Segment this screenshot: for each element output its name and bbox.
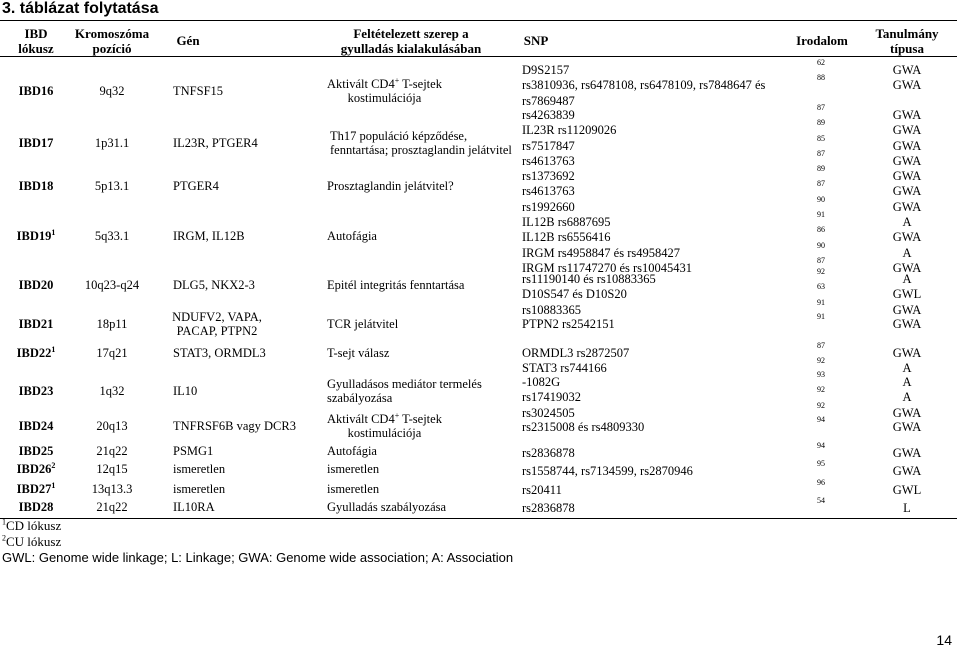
- reference-number: 94: [817, 441, 825, 450]
- row-role: Autofágia: [327, 229, 377, 243]
- study-type: GWA: [892, 302, 922, 317]
- study-type: A: [902, 390, 912, 405]
- snp-item: rs3810936, rs6478108, rs6478109, rs7848647 és: [522, 78, 766, 93]
- row-position: 13q13.3: [91, 482, 133, 496]
- snp-item: rs2836878: [522, 446, 575, 460]
- header-locus: IBD lókusz: [18, 26, 54, 56]
- snp-item: IRGM rs11747270 és rs10045431: [522, 260, 693, 275]
- header-role: Feltételezett szerep a gyulladás kialakulásában: [340, 26, 482, 56]
- snp-item: PTPN2 rs2542151: [522, 317, 615, 331]
- reference-number: 92: [817, 267, 825, 276]
- study-type: GWA: [892, 317, 922, 331]
- snp-item: rs11190140 és rs10883365: [522, 272, 656, 286]
- row-gene: IL10: [173, 384, 198, 398]
- reference-number: 91: [817, 297, 825, 307]
- row-gene: PTGER4: [173, 179, 219, 193]
- snp-item: D10S547 és D10S20: [522, 287, 627, 302]
- header-reference: Irodalom: [796, 33, 848, 48]
- snp-item: rs2315008 és rs4809330: [522, 420, 645, 434]
- study-type: GWA: [892, 123, 922, 138]
- snp-item: rs1992660: [522, 199, 575, 214]
- row-locus: IBD24: [18, 419, 54, 433]
- study-type: GWA: [892, 169, 922, 183]
- row-locus: IBD21: [18, 317, 54, 331]
- reference-number: 63: [817, 282, 825, 292]
- reference-number: 87: [817, 341, 825, 350]
- reference-number: 54: [817, 496, 825, 505]
- snp-item: rs1558744, rs7134599, rs2870946: [522, 464, 693, 478]
- reference-number: 93: [817, 370, 825, 379]
- row-locus: $IBD19^1$: [16, 227, 56, 243]
- row-role: TCR jelátvitel: [327, 317, 399, 331]
- row-gene: STAT3, ORMDL3: [173, 346, 266, 360]
- study-type: GWA: [892, 346, 922, 360]
- row-position: 9q32: [99, 84, 125, 98]
- row-locus: IBD16: [18, 84, 54, 98]
- study-type: GWA: [892, 108, 922, 122]
- snp-item: rs4613763: [522, 184, 575, 199]
- snp-item: IL23R rs11209026: [522, 123, 617, 138]
- row-gene: TNFRSF6B vagy DCR3: [173, 419, 296, 433]
- row-position: 1q32: [99, 384, 125, 398]
- row-role: Gyulladás szabályozása: [327, 500, 447, 514]
- snp-item: rs1373692: [522, 169, 575, 183]
- row-role: ismeretlen: [327, 462, 380, 476]
- reference-number: 89: [817, 118, 825, 128]
- row-role: Prosztaglandin jelátvitel?: [327, 179, 454, 193]
- reference-number: 89: [817, 164, 825, 173]
- footnote: GWL: Genome wide linkage; L: Linkage; GWA: Genome wide association; A: Association: [2, 550, 514, 565]
- reference-number: 91: [817, 312, 825, 321]
- row-role: ismeretlen: [327, 482, 380, 496]
- row-role: Th17 populáció képződése, fenntartása; prosztaglandin jelátvitel: [330, 129, 512, 157]
- study-type: GWA: [892, 184, 922, 199]
- reference-number: 96: [817, 478, 825, 487]
- row-gene: NDUFV2, VAPA, PACAP, PTPN2: [172, 310, 262, 338]
- snp-item: -1082G: [522, 375, 561, 389]
- reference-number: 90: [817, 194, 825, 204]
- study-type: GWA: [892, 63, 922, 77]
- page-heading: 3. táblázat folytatása: [2, 0, 159, 17]
- row-position: 17q21: [96, 346, 128, 360]
- reference-number: 92: [817, 385, 825, 395]
- study-type: GWA: [892, 405, 922, 420]
- header-snp: SNP: [523, 33, 549, 48]
- study-type: GWA: [892, 464, 922, 478]
- reference-number: 87: [817, 103, 825, 112]
- snp-item: rs4263839: [522, 108, 575, 122]
- row-gene: ismeretlen: [173, 462, 226, 476]
- header-study: Tanulmány típusa: [875, 26, 939, 56]
- row-position: 21q22: [96, 444, 128, 458]
- study-type: A: [902, 375, 912, 389]
- row-role: Gyulladásos mediátor termelés szabályozása: [327, 377, 482, 405]
- row-position: 12q15: [96, 462, 128, 476]
- reference-number: 90: [817, 240, 825, 250]
- row-gene: ismeretlen: [173, 482, 226, 496]
- study-type: GWA: [892, 153, 922, 168]
- row-gene: IRGM, IL12B: [173, 229, 245, 243]
- study-type: GWA: [892, 260, 922, 275]
- row-gene: PSMG1: [173, 444, 214, 458]
- row-position: 5p13.1: [94, 179, 130, 193]
- study-type: GWL: [892, 483, 922, 497]
- row-gene: IL23R, PTGER4: [173, 136, 258, 150]
- snp-item: IL12B rs6556416: [522, 230, 611, 245]
- row-locus: IBD25: [18, 444, 54, 458]
- reference-number: 94: [817, 415, 825, 424]
- reference-number: 86: [817, 225, 825, 235]
- row-role: Epitél integritás fenntartása: [327, 278, 465, 292]
- row-role: Aktivált CD4+ T-sejtek kostimulációja: [327, 410, 442, 440]
- row-role: Aktivált CD4+ T-sejtek kostimulációja: [327, 75, 442, 105]
- reference-number: 88: [817, 73, 825, 83]
- study-type: A: [902, 361, 912, 376]
- snp-item: D9S2157: [522, 63, 570, 77]
- locus-sup: 1: [51, 480, 56, 490]
- table-top-rule: [0, 20, 957, 21]
- row-locus: $IBD22^1$: [16, 344, 56, 360]
- row-locus: IBD17: [18, 136, 54, 150]
- table-bottom-rule: [0, 518, 957, 519]
- snp-item: STAT3 rs744166: [522, 361, 607, 376]
- footnote: $^2$CU lókusz: [2, 533, 62, 549]
- snp-item: rs10883365: [522, 302, 582, 317]
- study-type: GWA: [892, 446, 922, 460]
- snp-item: rs7869487: [522, 93, 575, 108]
- reference-number: 87: [817, 255, 825, 265]
- row-locus: IBD18: [18, 179, 54, 193]
- row-locus: IBD23: [18, 384, 54, 398]
- reference-number: 92: [817, 400, 825, 410]
- snp-item: IRGM rs4958847 és rs4958427: [522, 245, 680, 260]
- row-position: 5q33.1: [94, 229, 130, 243]
- row-position: 20q13: [96, 419, 128, 433]
- study-type: A: [902, 272, 912, 286]
- row-locus: IBD28: [18, 500, 54, 514]
- row-role: Autofágia: [327, 444, 377, 458]
- snp-item: ORMDL3 rs2872507: [522, 346, 630, 360]
- snp-item: rs2836878: [522, 501, 575, 515]
- reference-number: 62: [817, 58, 825, 67]
- snp-item: rs4613763: [522, 153, 575, 168]
- study-type: GWL: [892, 287, 922, 302]
- footnote: $^1$CD lókusz: [2, 517, 62, 533]
- reference-number: 87: [817, 148, 825, 158]
- row-position: 18p11: [96, 317, 128, 331]
- study-type: A: [902, 215, 912, 229]
- header-bottom-rule: [0, 56, 957, 57]
- study-type: GWA: [892, 138, 922, 153]
- snp-item: rs17419032: [522, 390, 582, 405]
- reference-number: 92: [817, 356, 825, 366]
- locus-sup: 1: [51, 344, 56, 354]
- snp-item: rs3024505: [522, 405, 575, 420]
- reference-number: 95: [817, 459, 825, 468]
- row-position: 21q22: [96, 500, 128, 514]
- snp-item: rs20411: [522, 483, 562, 497]
- study-type: GWA: [892, 199, 922, 214]
- row-gene: IL10RA: [173, 500, 215, 514]
- row-locus: $IBD26^2$: [16, 460, 56, 476]
- snp-item: IL12B rs6887695: [522, 215, 611, 229]
- header-gene: Gén: [176, 33, 200, 48]
- row-gene: TNFSF15: [173, 84, 224, 98]
- row-role: T-sejt válasz: [327, 346, 390, 360]
- reference-number: 87: [817, 179, 825, 189]
- locus-sup: 1: [51, 227, 56, 237]
- study-type: A: [902, 245, 912, 260]
- reference-number: 91: [817, 210, 825, 219]
- row-position: 10q23-q24: [84, 278, 140, 292]
- study-type: GWA: [892, 420, 922, 434]
- row-locus: IBD20: [18, 278, 54, 292]
- study-type: GWA: [892, 78, 922, 93]
- snp-item: rs7517847: [522, 138, 575, 153]
- row-locus: $IBD27^1$: [16, 480, 56, 496]
- header-position: Kromoszóma pozíció: [74, 26, 150, 56]
- page-number: 14: [936, 632, 952, 648]
- row-gene: DLG5, NKX2-3: [173, 278, 255, 292]
- row-position: 1p31.1: [94, 136, 130, 150]
- study-type: GWA: [892, 230, 922, 245]
- locus-sup: 2: [51, 460, 56, 470]
- study-type: L: [903, 501, 911, 515]
- reference-number: 85: [817, 133, 825, 143]
